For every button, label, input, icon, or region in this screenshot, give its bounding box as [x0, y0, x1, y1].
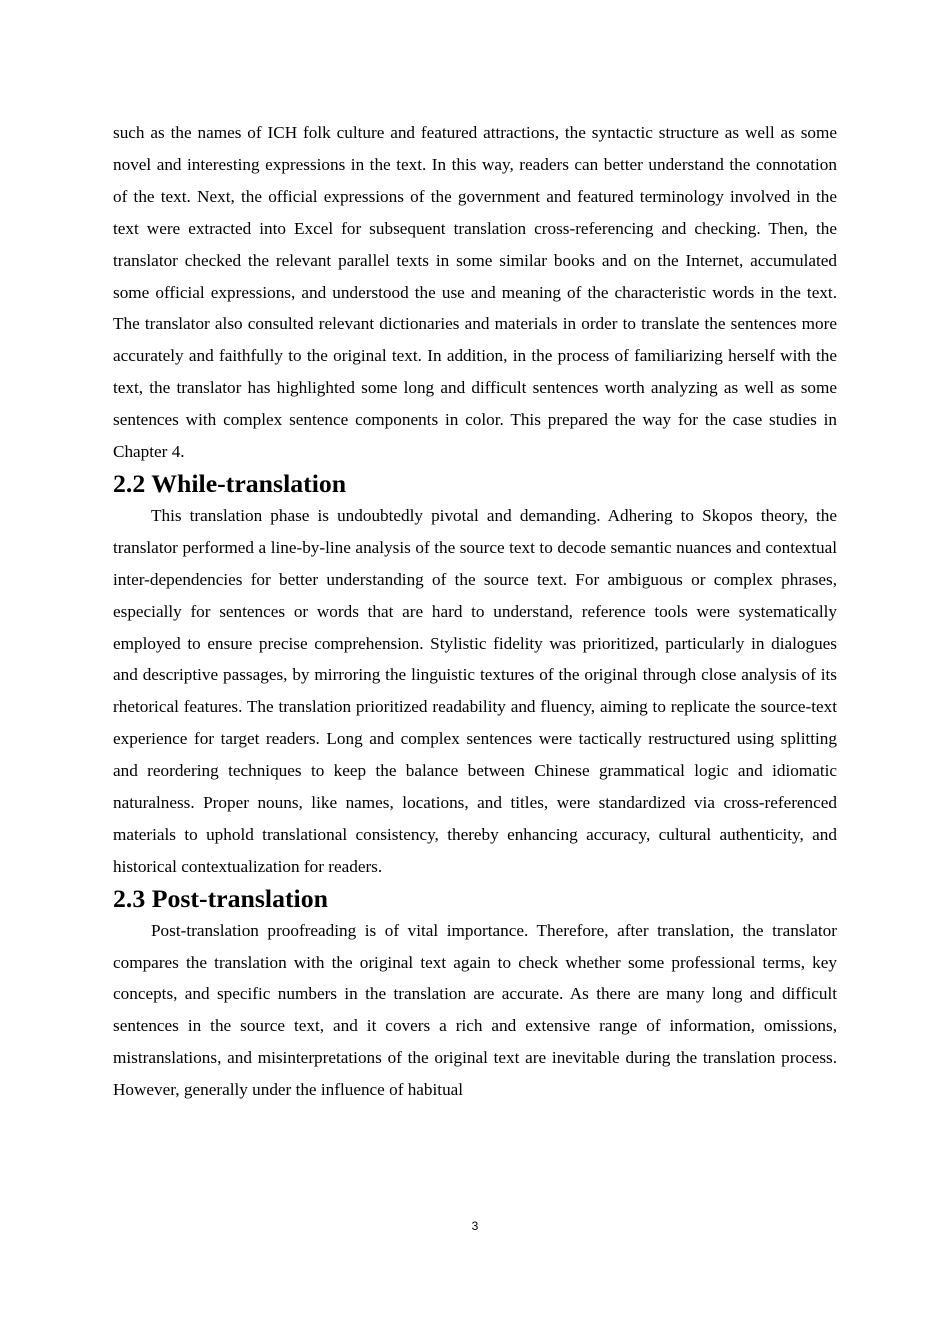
page-body — [113, 117, 837, 1106]
section-heading-post-translation: 2.3 Post-translation — [113, 883, 328, 913]
page-number: 3 — [471, 1219, 479, 1233]
paragraph-post-translation: Post-translation proofreading is of vital importance. Therefore, after translation, the translator compares the translation with the original text again to check whether some professional terms, key concepts, and specific numbers in the translation are accurate. As there are many long and difficult sentences in the source text, and it covers a rich and extensive range of information, omissions, mistranslations, and misinterpretations of the original text are inevitable during the translation process. However, generally under the influence of habitual — [113, 920, 837, 1100]
section-heading-while-translation: 2.2 While-translation — [113, 468, 347, 498]
paragraph-while-translation: This translation phase is undoubtedly pivotal and demanding. Adhering to Skopos theory, the translator performed a line-by-line analysis of the source text to decode semantic nuances and contextual inter-dependencies for better understanding of the source text. For ambiguous or complex phrases, especially for sentences or words that are hard to understand, reference tools were systematically employed to ensure precise comprehension. Stylistic fidelity was prioritized, particularly in dialogues and descriptive passages, by mirroring the linguistic textures of the original through close analysis of its rhetorical features. The translation prioritized readability and fluency, aiming to replicate the source-text experience for target readers. Long and complex sentences were tactically restructured using splitting and reordering techniques to keep the balance between Chinese grammatical logic and idiomatic naturalness. Proper nouns, like names, locations, and titles, were standardized via cross-referenced materials to uphold translational consistency, thereby enhancing accuracy, cultural authenticity, and historical contextualization for readers. — [113, 505, 837, 876]
paragraph-continued: such as the names of ICH folk culture and featured attractions, the syntactic structure as well as some novel and interesting expressions in the text. In this way, readers can better understand the connotation of the text. Next, the official expressions of the government and featured terminology involved in the text were extracted into Excel for subsequent translation cross-referencing and checking. Then, the translator checked the relevant parallel texts in some similar books and on the Internet, accumulated some official expressions, and understood the use and meaning of the characteristic words in the text. The translator also consulted relevant dictionaries and materials in order to translate the sentences more accurately and faithfully to the original text. In addition, in the process of familiarizing herself with the text, the translator has highlighted some long and difficult sentences worth analyzing as well as some sentences with complex sentence components in color. This prepared the way for the case studies in Chapter 4. — [113, 123, 837, 462]
